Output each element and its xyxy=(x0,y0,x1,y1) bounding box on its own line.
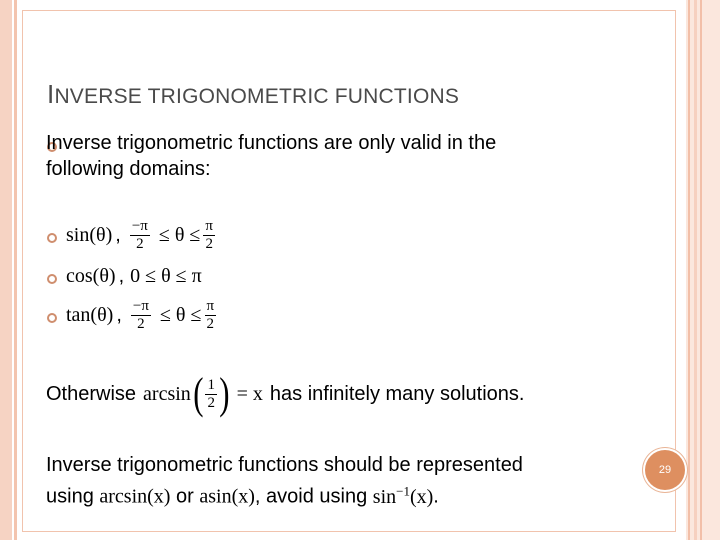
fraction-numerator: π xyxy=(206,298,215,314)
note-math-sin-inverse xyxy=(372,483,434,508)
half-fraction xyxy=(205,377,217,412)
right-frame-line xyxy=(688,0,690,540)
right-frame-line xyxy=(694,0,697,540)
fraction-denominator: 2 xyxy=(136,236,144,252)
domain-range: 0 ≤ θ ≤ π xyxy=(130,265,202,287)
note-word: using xyxy=(46,485,94,508)
left-frame-line xyxy=(14,0,17,540)
lower-bound-fraction xyxy=(131,298,151,333)
upper-bound-fraction xyxy=(203,218,215,253)
note-math-asin: asin(x) xyxy=(199,485,255,508)
fraction-denominator: 2 xyxy=(206,316,215,332)
lower-bound-fraction xyxy=(130,218,150,253)
fraction-numerator: −π xyxy=(131,218,148,234)
note-line-1: Inverse trigonometric functions should be represented xyxy=(46,454,523,476)
domain-relation: ≤ θ ≤ xyxy=(159,304,202,326)
right-frame-bar xyxy=(686,0,720,540)
domain-func: tan(θ) xyxy=(66,304,114,326)
otherwise-suffix: has infinitely many solutions. xyxy=(269,383,525,405)
page-number-badge: 29 xyxy=(645,450,685,490)
fraction-numerator: π xyxy=(205,218,213,234)
title-rest: NVERSE TRIGONOMETRIC FUNCTIONS xyxy=(54,85,460,108)
domain-relation: ≤ θ ≤ xyxy=(158,224,201,246)
domain-func: cos(θ) xyxy=(66,265,116,287)
fraction-denominator: 2 xyxy=(207,394,215,411)
note-math-arcsin: arcsin(x) xyxy=(99,485,171,508)
arcsin-fn: arcsin xyxy=(143,383,191,405)
domain-func: sin(θ) xyxy=(66,224,113,246)
sin-argument: (x) xyxy=(409,485,434,508)
bullet-icon xyxy=(47,233,57,243)
fraction-numerator: −π xyxy=(132,298,149,314)
left-frame-bar xyxy=(0,0,12,540)
domain-sep: , xyxy=(116,304,122,326)
sin-base: sin xyxy=(372,485,397,508)
otherwise-line xyxy=(46,369,525,418)
bullet-icon xyxy=(47,313,57,323)
note-word: , avoid using xyxy=(254,485,368,508)
right-frame-line xyxy=(700,0,702,540)
fraction-numerator: 1 xyxy=(207,376,215,393)
slide-title xyxy=(47,79,459,110)
domain-sep: , xyxy=(115,224,121,246)
left-paren: ( xyxy=(192,369,204,418)
bullet-icon xyxy=(47,274,57,284)
intro-line-1: Inverse trigonometric functions are only valid in the xyxy=(46,132,497,154)
note-word: or xyxy=(176,485,194,508)
domain-sep: , xyxy=(118,265,125,287)
domain-tan xyxy=(66,298,219,333)
title-first-letter: I xyxy=(47,79,55,109)
domain-cos xyxy=(66,265,202,288)
otherwise-prefix: Otherwise xyxy=(46,383,137,405)
fraction-denominator: 2 xyxy=(205,236,213,252)
upper-bound-fraction xyxy=(205,298,217,333)
inverse-superscript: −1 xyxy=(396,483,410,498)
equation-rhs: = x xyxy=(236,383,263,405)
note-end: . xyxy=(433,485,439,508)
intro-line-2: following domains: xyxy=(46,158,211,180)
note-line-2 xyxy=(46,478,439,510)
right-paren: ) xyxy=(219,369,230,418)
domain-sin xyxy=(66,218,218,253)
fraction-denominator: 2 xyxy=(137,316,145,332)
